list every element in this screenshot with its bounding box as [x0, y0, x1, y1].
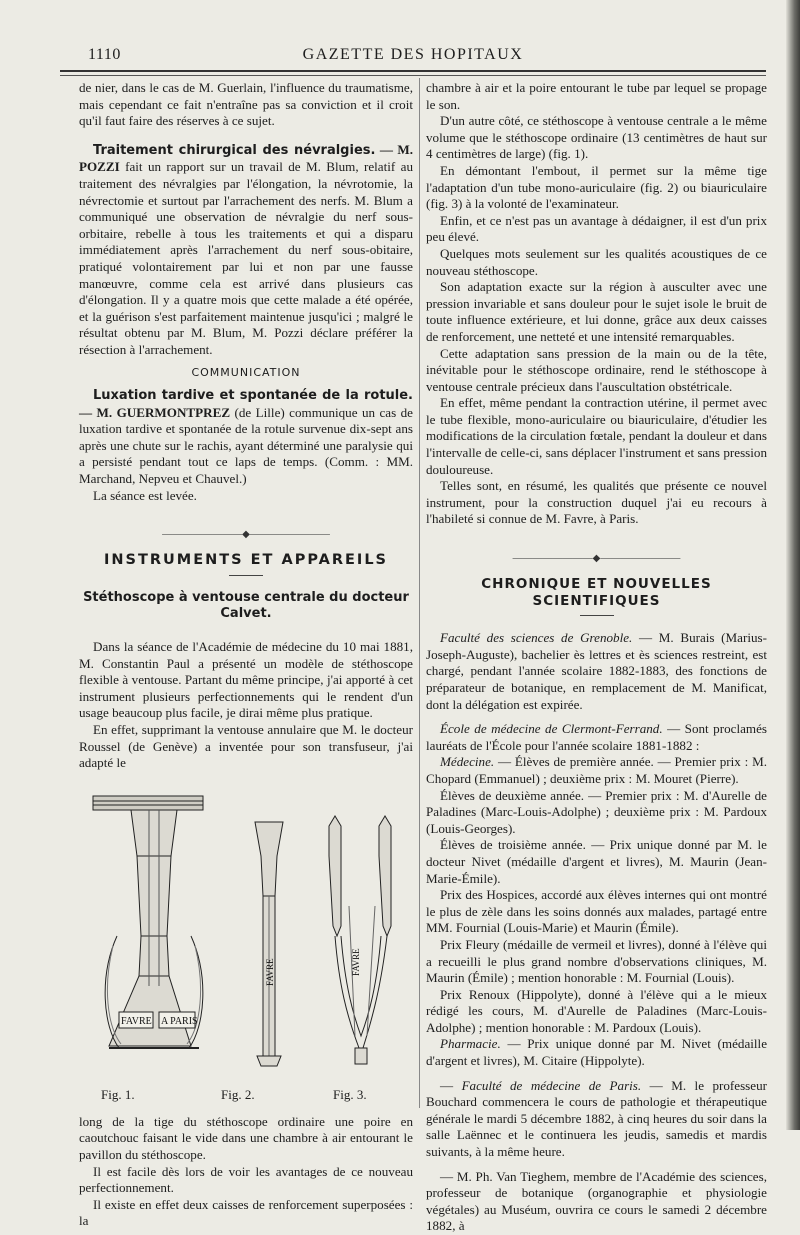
- section-ornament: ————————◆————————: [512, 553, 681, 565]
- paragraph: Prix des Hospices, accordé aux élèves internes qui ont montré le plus de zèle dans les soins donnés aux malades, partagé entre MM. Fournial (Louis-Marie) et Maurin (Émile).: [426, 887, 767, 936]
- fig1-caption: Fig. 1.: [101, 1087, 135, 1103]
- fig2-label-favre: FAVRE: [265, 958, 275, 986]
- paris-paragraph: — Faculté de médecine de Paris. — M. le professeur Bouchard commencera le cours de pathologie et thérapeutique générale le mardi 5 décembre 1882, à cinq heures du soir dans la salle Laënnec et le continuera les jeudis, samedis et mardis suivants, à la même heure.: [426, 1077, 767, 1160]
- communication-heading: COMMUNICATION: [191, 365, 301, 379]
- page-number: 1110: [88, 46, 121, 63]
- paragraph: Quelques mots seulement sur les qualités acoustiques de ce nouveau stéthoscope.: [426, 245, 767, 278]
- paragraph: Son adaptation exacte sur la région à ausculter avec une pression invariable et sans douleur pour le sujet isole le bruit de toute influence extérieure, et lui donne, grâce aux deux caisses de renforcement, une netteté et une intensité remarquables.: [426, 279, 767, 344]
- title-rule: [229, 575, 263, 576]
- paragraph: chambre à air et la poire entourant le tube par lequel se propage le son.: [426, 80, 767, 112]
- paragraph: Enfin, et ce n'est pas un avantage à dédaigner, il est d'un prix peu élevé.: [426, 212, 767, 245]
- luxation-author: — M. GUERMONTPREZ: [79, 404, 231, 420]
- pharmacie-paragraph: [426, 1036, 767, 1069]
- left-column: [79, 80, 413, 1230]
- medecine-text: — Élèves de première année. — Premier prix : M. Chopard (Emmanuel) ; deuxième prix : M. Mouret (Pierre).: [426, 754, 767, 786]
- fig2-caption: Fig. 2.: [221, 1087, 255, 1103]
- paragraph: de nier, dans le cas de M. Guerlain, l'influence du traumatisme, mais cependant ce fait n'entraîne pas sa conviction et il croit qu'il faut faire des réserves à ce sujet.: [79, 80, 413, 129]
- luxation-text: (de Lille) communique un cas de luxation tardive et spontanée de la rotule survenue dix-sept ans après une chute sur le rachis, ayant déterminé une paralysie qui a persisté pendant tout ce laps de temps. (Comm. : MM. Marchand, Nepveu et Chauvel.): [79, 404, 413, 487]
- header-rule-thin: [60, 75, 766, 76]
- section-title-instruments: INSTRUMENTS ET APPAREILS: [103, 552, 388, 569]
- paragraph: En effet, supprimant la ventouse annulaire que M. le docteur Roussel (de Genève) a inventée pour son transfuseur, j'ai adapté le: [79, 722, 413, 771]
- article-title: Stéthoscope à ventouse centrale du docteur Calvet.: [83, 589, 409, 622]
- fig3-binaural: [329, 816, 391, 1064]
- right-column: [426, 80, 767, 1235]
- section-ornament: ————————◆————————: [162, 529, 330, 541]
- grenoble-label: Faculté des sciences de Grenoble.: [440, 630, 633, 646]
- fig1-stethoscope: [93, 796, 203, 1048]
- running-head: [60, 46, 766, 66]
- journal-title: GAZETTE DES HOPITAUX: [302, 46, 524, 63]
- header-rule: [60, 70, 766, 72]
- grenoble-paragraph: [426, 630, 767, 713]
- medecine-label: Médecine.: [440, 754, 495, 770]
- pharmacie-text: — Prix unique donné par M. Nivet (médaille d'argent et livres), M. Citaire (Hippolyte).: [426, 1036, 767, 1069]
- stethoscope-illustration: [79, 786, 413, 1086]
- medecine-paragraph: [426, 754, 767, 787]
- fig1-label-favre: FAVRE: [121, 1015, 152, 1027]
- luxation-title: Luxation tardive et spontanée de la rotule.: [93, 388, 413, 404]
- section-title-chronique: CHRONIQUE ET NOUVELLES SCIENTIFIQUES: [481, 576, 712, 609]
- paris-label: Faculté de médecine de Paris.: [461, 1077, 642, 1093]
- page-edge-shadow: [786, 0, 800, 1130]
- paragraph: Il existe en effet deux caisses de renforcement superposées : la: [79, 1196, 413, 1229]
- paris-text: — M. le professeur Bouchard commencera le cours de pathologie et thérapeutique générale le mardi 5 décembre 1882, à cinq heures du soir dans la salle Laënnec et le continuera les jeudis, samedis et mardis suivants, à la même heure.: [426, 1077, 767, 1160]
- paragraph: D'un autre côté, ce stéthoscope à ventouse centrale a le même volume que le stéthoscope ordinaire (13 centimètres de haut sur 4 centimètres de large) (fig. 1).: [426, 113, 767, 162]
- paragraph: En effet, même pendant la contraction utérine, il permet avec le tube flexible, mono-auriculaire ou biauriculaire, d'étudier les modifications de la circulation fœtale, pendant la douleur et dans l'intervalle de celle-ci, sans déplacer l'instrument et sans pression douloureuse.: [426, 395, 767, 477]
- clermont-label: École de médecine de Clermont-Ferrand.: [440, 721, 663, 737]
- fig3-caption: Fig. 3.: [333, 1087, 367, 1103]
- seance-levee: La séance est levée.: [93, 487, 197, 503]
- paragraph: Élèves de troisième année. — Prix unique donné par M. le docteur Nivet (médaille d'argent et livres), M. Maurin (Jean-Marie-Émile).: [426, 837, 767, 886]
- clermont-paragraph: [426, 721, 767, 754]
- nevralgies-title: Traitement chirurgical des névralgies.: [93, 142, 376, 158]
- nevralgies-author: — M. POZZI: [79, 141, 413, 175]
- luxation-paragraph: [79, 387, 413, 488]
- paragraph: — M. Ph. Van Tieghem, membre de l'Académie des sciences, professeur de botanique (organographie et physiologie végétales) au Muséum, ouvrira ce cours le samedi 2 décembre 1882, à: [426, 1168, 767, 1234]
- nevralgies-text: fait un rapport sur un travail de M. Blum, relatif au traitement des névralgies par l'élongation, la névrotomie, la névrectomie et surtout par l'arrachement des nerfs. M. Blum a communiqué une observation de névralgie du nerf sous-orbitaire, rebelle à tous les traitements et qui a disparu immédiatement après l'arrachement du nerf sous-obitaire, pratiqué volontairement par lui et non par une fausse manœuvre, comme cela est arrivé dans plusieurs cas d'élongation. Il y a quatre mois que cette malade a été opérée, et la guérison s'est parfaitement maintenue jusqu'ici ; malgré le résultat obtenu par M. Blum, M. Pozzi déclare préférer la résection à l'arrachement.: [79, 159, 413, 357]
- fig2-tube: [255, 822, 283, 1066]
- stethoscope-figures: [79, 786, 413, 1104]
- paragraph: Cette adaptation sans pression de la main ou de la tête, inévitable pour le stéthoscope ordinaire, rend le stéthoscope à ventouse centrale précieux dans l'auscultation obstétricale.: [426, 345, 767, 394]
- grenoble-text: — M. Burais (Marius-Joseph-Auguste), bachelier ès lettres et ès sciences restreint, est chargé, pendant l'année scolaire 1882-1883, des fonctions de préparateur de botanique, en remplacement de M. Manificat, dont la délégation est expirée.: [426, 630, 767, 712]
- paragraph: Élèves de deuxième année. — Premier prix : M. d'Aurelle de Paladines (Marc-Louis-Adolphe) ; deuxième prix : M. Pardoux (Louis-Georges).: [426, 787, 767, 836]
- paragraph: Il est facile dès lors de voir les avantages de ce nouveau perfectionnement.: [79, 1163, 413, 1196]
- paragraph: Prix Fleury (médaille de vermeil et livres), donné à l'élève qui a recueilli le plus grand nombre d'observations cliniques, M. Maurin (Émile) ; mention honorable : M. Fournial (Louis).: [426, 936, 767, 986]
- title-rule: [580, 615, 614, 616]
- column-divider: [419, 78, 420, 1108]
- paragraph: En démontant l'embout, il permet sur la même tige l'adaptation d'un tube mono-auriculaire (fig. 2) ou biauriculaire (fig. 3) à la volonté de l'examinateur.: [426, 162, 767, 212]
- clermont-text: — Sont proclamés lauréats de l'École pour l'année scolaire 1881-1882 :: [426, 721, 767, 753]
- fig1-label-paris: A PARIS: [161, 1015, 198, 1027]
- paragraph: Telles sont, en résumé, les qualités que présente ce nouvel instrument, pour la construction duquel j'ai eu recours à l'habileté si connue de M. Favre, à Paris.: [426, 478, 767, 527]
- paragraph: Dans la séance de l'Académie de médecine du 10 mai 1881, M. Constantin Paul a présenté un modèle de stéthoscope flexible à ventouse. Partant du même principe, j'ai apporté à cet instrument plusieurs perfectionnements qui le rendent d'un usage beaucoup plus facile, je dirai même plus pratique.: [79, 639, 413, 721]
- nevralgies-paragraph: [79, 142, 413, 359]
- paragraph: Prix Renoux (Hippolyte), donné à l'élève qui a le mieux rédigé les cours, M. d'Aurelle de Paladines (Marc-Louis-Adolphe) ; mention honorable : M. Pardoux (Louis).: [426, 986, 767, 1035]
- paragraph: long de la tige du stéthoscope ordinaire une poire en caoutchouc faisant le vide dans une chambre à air entourant le pavillon du stéthoscope.: [79, 1113, 413, 1162]
- fig3-label-favre: FAVRE: [351, 948, 361, 976]
- pharmacie-label: Pharmacie.: [440, 1036, 501, 1052]
